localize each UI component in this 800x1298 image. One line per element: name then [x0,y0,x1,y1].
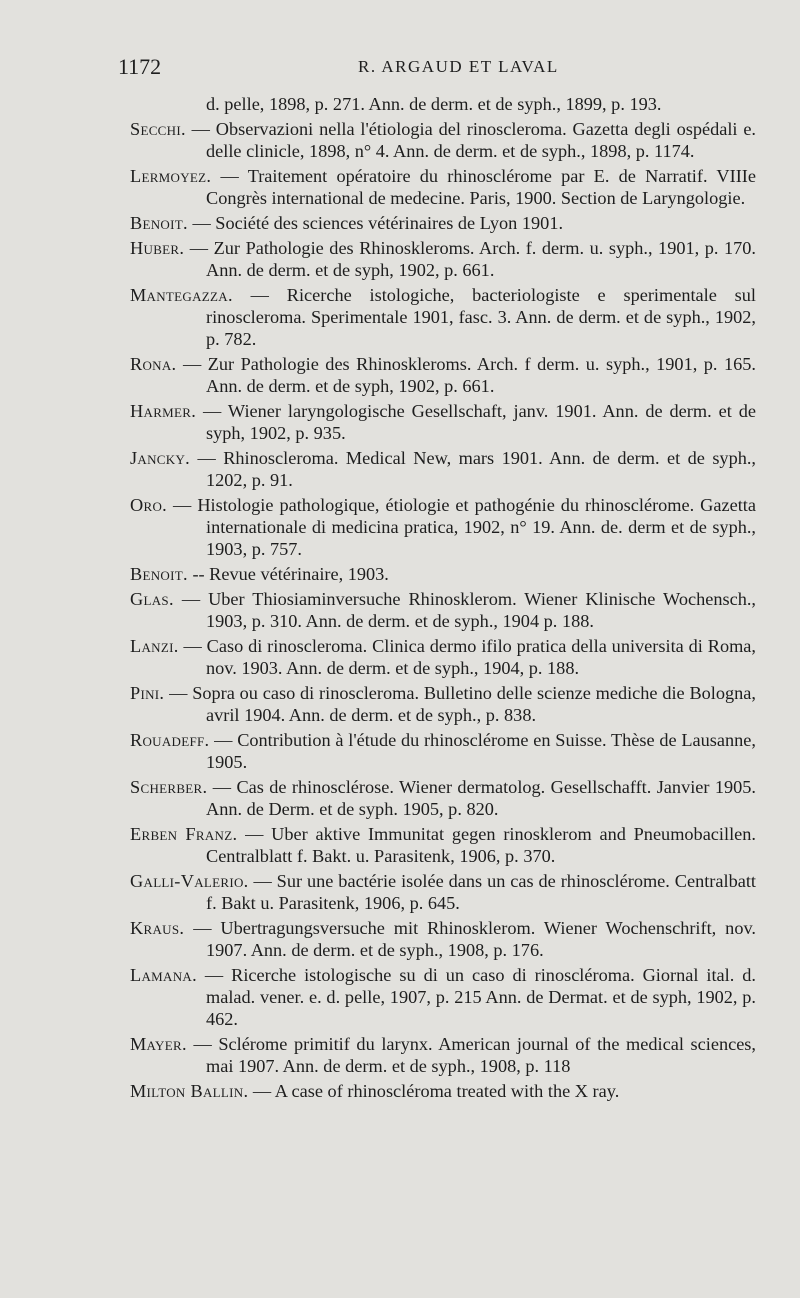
entry-author: Benoit. [130,564,188,584]
entry-text: — Rhinoscleroma. Medical New, mars 1901. Ann. de derm. et de syph., 1202, p. 91. [197,448,756,490]
entry-author: Rona. [130,354,177,374]
bibliography-entry [130,284,756,350]
entry-author: Benoit. [130,213,188,233]
entry-author: Pini. [130,683,165,703]
page-number: 1172 [118,54,162,79]
entry-author: Galli-Valerio. [130,871,249,891]
entry-text: — Uber Thiosiaminversuche Rhinosklerom. Wiener Klinische Wochensch., 1903, p. 310. Ann. de derm. et de syph., 1904 p. 188. [181,589,756,631]
entry-text: — Ricerche istologiche, bacteriologiste e sperimentale sul rinoscleroma. Sperimentale 1901, fasc. 3. Ann. de derm. et de syph., 1902, p. 782. [206,285,756,349]
bibliography-entry [130,870,756,914]
entry-text: — Sur une bactérie isolée dans un cas de rhinosclérome. Centralbatt f. Bakt u. Parasitenk, 1906, p. 645. [206,871,757,913]
entry-author: Mayer. [130,1034,187,1054]
bibliography-entry [130,682,756,726]
bibliography-entry [130,447,756,491]
entry-text: — Traitement opératoire du rhinosclérome par E. de Narratif. VIIIe Congrès international de medecine. Paris, 1900. Section de Laryngologie. [206,166,757,208]
bibliography-entry [130,776,756,820]
entry-author: Lanzi. [130,636,179,656]
entry-text: — Zur Pathologie des Rhinoskleroms. Arch. f derm. u. syph., 1901, p. 165. Ann. de derm. et de syph, 1902, p. 661. [182,354,756,396]
entry-text: — Sclérome primitif du larynx. American journal of the medical sciences, mai 1907. Ann. de derm. et de syph., 1908, p. 118 [193,1034,756,1076]
bibliography-entry [130,118,756,162]
bibliography-entry [130,353,756,397]
entry-text: — Cas de rhinosclérose. Wiener dermatolog. Gesellschafft. Janvier 1905. Ann. de Derm. et de syph. 1905, p. 820. [206,777,756,819]
bibliography-entry [130,93,756,115]
bibliography-entry [130,1080,756,1102]
entry-text: — Ricerche istologische su di un caso di rinoscléroma. Giornal ital. d. malad. vener. e. d. pelle, 1907, p. 215 Ann. de Dermat. et de syph, 1902, p. 462. [204,965,756,1029]
entry-text: — Observazioni nella l'étiologia del rinoscleroma. Gazetta degli ospédali e. delle clinicle, 1898, n° 4. Ann. de derm. et de syph., 1898, p. 1174. [191,119,756,161]
bibliography-entry [130,917,756,961]
entry-text: — Zur Pathologie des Rhinoskleroms. Arch. f. derm. u. syph., 1901, p. 170. Ann. de derm. et de syph, 1902, p. 661. [189,238,756,280]
entry-author: Secchi. [130,119,186,139]
entry-author: Erben Franz. [130,824,238,844]
entry-text: — Société des sciences vétérinaires de Lyon 1901. [192,213,564,233]
entry-author: Scherber. [130,777,208,797]
entry-author: Mantegazza. [130,285,233,305]
bibliography-entry [130,400,756,444]
bibliography-entry [130,1033,756,1077]
entry-author: Kraus. [130,918,185,938]
bibliography-entry [130,165,756,209]
bibliography-entry [130,729,756,773]
entry-author: Glas. [130,589,174,609]
bibliography-entry [130,237,756,281]
bibliography-entry [130,588,756,632]
entry-author: Jancky. [130,448,191,468]
entry-author: Rouadeff. [130,730,210,750]
bibliography-entry [130,964,756,1030]
running-head: R. ARGAUD ET LAVAL [358,57,559,76]
entry-text: — Sopra ou caso di rinoscleroma. Bulletino delle scienze mediche die Bologna, avril 1904. Ann. de derm. et de syph., p. 838. [169,683,756,725]
entry-text: -- Revue vétérinaire, 1903. [192,564,389,584]
entry-text: — Histologie pathologique, étiologie et pathogénie du rhinosclérome. Gazetta internationale di medicina pratica, 1902, n° 19. Ann. de. derm et de syph., 1903, p. 757. [173,495,757,559]
entry-author: Lermoyez. [130,166,212,186]
entry-author: Oro. [130,495,168,515]
entry-text: — Wiener laryngologische Gesellschaft, janv. 1901. Ann. de derm. et de syph, 1902, p. 935. [203,401,756,443]
entry-text: — Contribution à l'étude du rhinosclérome en Suisse. Thèse de Lausanne, 1905. [206,730,756,772]
bibliography-entry [130,212,756,234]
page-header [118,54,738,84]
entry-author: Harmer. [130,401,197,421]
bibliography-list [130,93,756,1105]
entry-author: Huber. [130,238,185,258]
bibliography-entry [130,635,756,679]
entry-text: d. pelle, 1898, p. 271. Ann. de derm. et de syph., 1899, p. 193. [206,94,662,114]
entry-text: — Caso di rinoscleroma. Clinica dermo ifilo pratica della universita di Roma, nov. 1903. Ann. de derm. et de syph., 1904, p. 188. [183,636,756,678]
entry-author: Lamana. [130,965,197,985]
bibliography-entry [130,823,756,867]
bibliography-entry [130,494,756,560]
entry-text: — A case of rhinoscléroma treated with the X ray. [252,1081,620,1101]
bibliography-entry [130,563,756,585]
entry-text: — Ubertragungsversuche mit Rhinosklerom. Wiener Wochenschrift, nov. 1907. Ann. de derm. et de syph., 1908, p. 176. [193,918,756,960]
entry-author: Milton Ballin. [130,1081,249,1101]
entry-text: — Uber aktive Immunitat gegen rinosklerom and Pneumobacillen. Centralblatt f. Bakt. u. Parasitenk, 1906, p. 370. [206,824,756,866]
